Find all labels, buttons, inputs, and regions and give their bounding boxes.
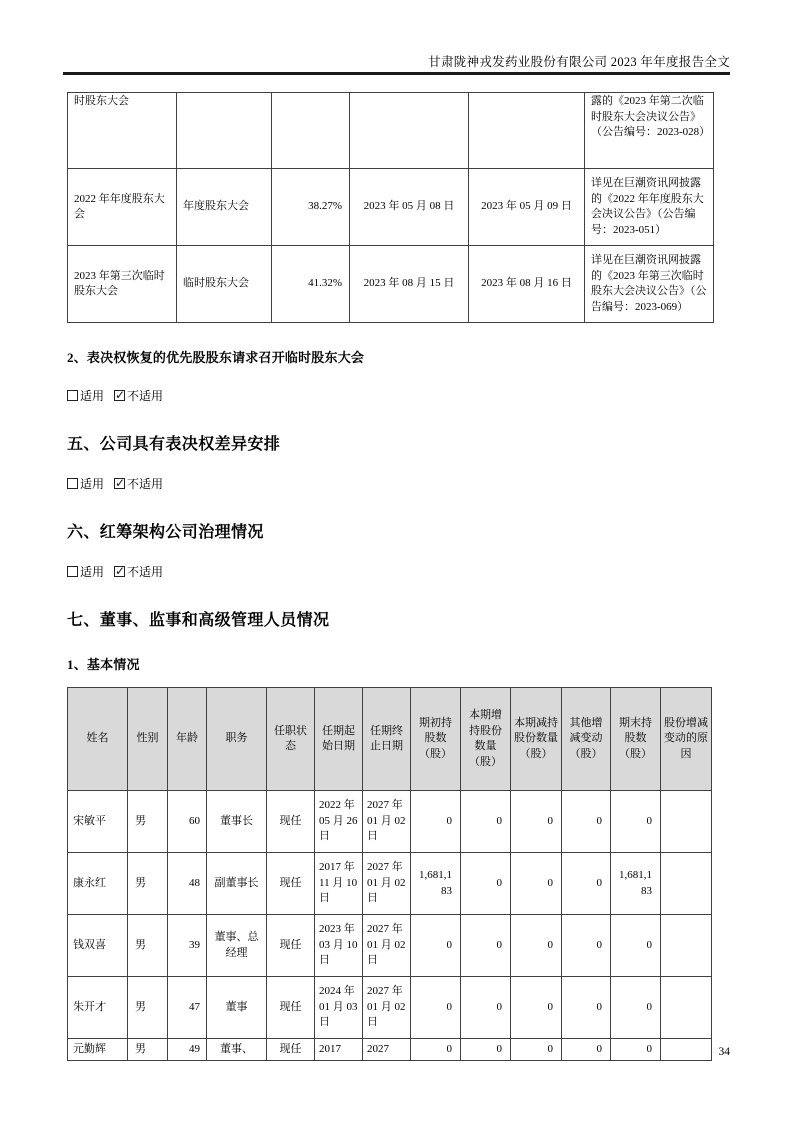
header-cell: 期初持股数（股）	[411, 688, 461, 791]
personnel-row	[68, 977, 712, 1039]
not-applicable-label: 不适用	[127, 565, 164, 579]
position-cell: 董事、	[207, 1039, 267, 1061]
header-cell: 其他增减变动（股）	[562, 688, 611, 791]
shares-other-cell: 0	[562, 915, 611, 977]
applicability-line	[67, 387, 713, 404]
status-cell: 现任	[267, 791, 315, 853]
personnel-row	[68, 791, 712, 853]
meeting-type-cell: 临时股东大会	[177, 246, 272, 323]
checkbox-unchecked-icon	[67, 478, 78, 489]
name-cell: 朱开才	[68, 977, 128, 1039]
name-cell: 钱双喜	[68, 915, 128, 977]
checkbox-checked-icon	[114, 566, 125, 577]
section-heading-preferred-shares: 2、表决权恢复的优先股股东请求召开临时股东大会	[67, 350, 365, 365]
not-applicable-label: 不适用	[127, 389, 164, 403]
header-cell: 年龄	[168, 688, 207, 791]
shares-other-cell: 0	[562, 853, 611, 915]
position-cell: 董事、总经理	[207, 915, 267, 977]
shares-increase-cell: 0	[461, 915, 511, 977]
section-heading-directors: 七、董事、监事和高级管理人员情况	[67, 612, 330, 629]
header-cell: 股份增减变动的原因	[661, 688, 712, 791]
age-cell: 60	[168, 791, 207, 853]
gender-cell: 男	[128, 1039, 168, 1061]
header-rule	[63, 72, 730, 75]
meeting-date-cell: 2023 年 08 月 15 日	[350, 246, 469, 323]
meeting-type-cell	[177, 93, 272, 169]
shares-begin-cell: 0	[411, 915, 461, 977]
shares-begin-cell: 0	[411, 977, 461, 1039]
shares-increase-cell: 0	[461, 791, 511, 853]
disclosure-index-cell: 露的《2023 年第二次临时股东大会决议公告》（公告编号：2023-028）	[585, 93, 714, 169]
header-cell: 任职状态	[267, 688, 315, 791]
position-cell: 董事	[207, 977, 267, 1039]
checkbox-checked-icon	[114, 390, 125, 401]
change-reason-cell	[661, 915, 712, 977]
status-cell: 现任	[267, 915, 315, 977]
table-row	[68, 93, 714, 169]
meeting-type-cell: 年度股东大会	[177, 169, 272, 246]
name-cell: 元勤辉	[68, 1039, 128, 1061]
header-cell: 姓名	[68, 688, 128, 791]
age-cell: 49	[168, 1039, 207, 1061]
report-header-title: 甘肃陇神戎发药业股份有限公司 2023 年年度报告全文	[428, 55, 730, 69]
meeting-date-cell	[350, 93, 469, 169]
position-cell: 董事长	[207, 791, 267, 853]
name-cell: 宋敏平	[68, 791, 128, 853]
shares-other-cell: 0	[562, 791, 611, 853]
header-cell: 期末持股数（股）	[611, 688, 661, 791]
shares-other-cell: 0	[562, 1039, 611, 1061]
age-cell: 47	[168, 977, 207, 1039]
table-row	[68, 169, 714, 246]
gender-cell: 男	[128, 915, 168, 977]
name-cell: 康永红	[68, 853, 128, 915]
page-content	[67, 92, 713, 1061]
personnel-header-row	[68, 688, 712, 791]
age-cell: 39	[168, 915, 207, 977]
shares-begin-cell: 0	[411, 791, 461, 853]
checkbox-unchecked-icon	[67, 566, 78, 577]
section-heading-red-chip: 六、红筹架构公司治理情况	[67, 524, 264, 541]
age-cell: 48	[168, 853, 207, 915]
shares-increase-cell: 0	[461, 853, 511, 915]
shares-decrease-cell: 0	[511, 915, 562, 977]
gender-cell: 男	[128, 977, 168, 1039]
shares-end-cell: 0	[611, 791, 661, 853]
applicable-label: 适用	[80, 389, 105, 403]
table-row	[68, 246, 714, 323]
personnel-row	[68, 915, 712, 977]
meeting-date-cell: 2023 年 05 月 08 日	[350, 169, 469, 246]
shares-begin-cell: 0	[411, 1039, 461, 1061]
applicability-line	[67, 563, 713, 580]
participation-ratio-cell: 38.27%	[272, 169, 350, 246]
disclosure-index-cell: 详见在巨潮资讯网披露的《2022 年年度股东大会决议公告》（公告编号：2023-051）	[585, 169, 714, 246]
term-end-cell: 2027 年 01 月 02 日	[363, 791, 411, 853]
term-start-cell: 2022 年 05 月 26 日	[315, 791, 363, 853]
participation-ratio-cell	[272, 93, 350, 169]
term-start-cell: 2024 年 01 月 03 日	[315, 977, 363, 1039]
position-cell: 副董事长	[207, 853, 267, 915]
personnel-table	[67, 687, 712, 1061]
meeting-name-cell: 2022 年年度股东大会	[68, 169, 177, 246]
shareholder-meetings-table	[67, 92, 714, 323]
shares-end-cell: 0	[611, 915, 661, 977]
shares-end-cell: 0	[611, 977, 661, 1039]
subsection-heading-basic-info: 1、基本情况	[67, 657, 140, 672]
change-reason-cell	[661, 977, 712, 1039]
shares-decrease-cell: 0	[511, 1039, 562, 1061]
not-applicable-label: 不适用	[127, 477, 164, 491]
shares-increase-cell: 0	[461, 1039, 511, 1061]
shares-increase-cell: 0	[461, 977, 511, 1039]
change-reason-cell	[661, 853, 712, 915]
status-cell: 现任	[267, 853, 315, 915]
applicable-label: 适用	[80, 477, 105, 491]
term-start-cell: 2023 年 03 月 10 日	[315, 915, 363, 977]
participation-ratio-cell: 41.32%	[272, 246, 350, 323]
term-end-cell: 2027 年 01 月 02 日	[363, 977, 411, 1039]
disclosure-date-cell: 2023 年 05 月 09 日	[469, 169, 585, 246]
header-cell: 职务	[207, 688, 267, 791]
header-cell: 任期起始日期	[315, 688, 363, 791]
header-cell: 性别	[128, 688, 168, 791]
disclosure-index-cell: 详见在巨潮资讯网披露的《2023 年第三次临时股东大会决议公告》（公告编号：2023-069）	[585, 246, 714, 323]
status-cell: 现任	[267, 977, 315, 1039]
header-cell: 任期终止日期	[363, 688, 411, 791]
term-end-cell: 2027	[363, 1039, 411, 1061]
change-reason-cell	[661, 791, 712, 853]
applicability-line	[67, 475, 713, 492]
personnel-row	[68, 1039, 712, 1061]
gender-cell: 男	[128, 853, 168, 915]
gender-cell: 男	[128, 791, 168, 853]
shares-other-cell: 0	[562, 977, 611, 1039]
shares-end-cell: 1,681,183	[611, 853, 661, 915]
shares-decrease-cell: 0	[511, 853, 562, 915]
applicable-label: 适用	[80, 565, 105, 579]
personnel-row	[68, 853, 712, 915]
shares-decrease-cell: 0	[511, 977, 562, 1039]
meeting-name-cell: 2023 年第三次临时股东大会	[68, 246, 177, 323]
term-end-cell: 2027 年 01 月 02 日	[363, 915, 411, 977]
checkbox-unchecked-icon	[67, 390, 78, 401]
page-number: 34	[718, 1046, 730, 1058]
change-reason-cell	[661, 1039, 712, 1061]
section-heading-voting-difference: 五、公司具有表决权差异安排	[67, 436, 281, 453]
term-end-cell: 2027 年 01 月 02 日	[363, 853, 411, 915]
status-cell: 现任	[267, 1039, 315, 1061]
term-start-cell: 2017 年 11 月 10 日	[315, 853, 363, 915]
term-start-cell: 2017	[315, 1039, 363, 1061]
disclosure-date-cell: 2023 年 08 月 16 日	[469, 246, 585, 323]
header-cell: 本期增持股份数量（股）	[461, 688, 511, 791]
shares-end-cell: 0	[611, 1039, 661, 1061]
header-cell: 本期减持股份数量（股）	[511, 688, 562, 791]
shares-decrease-cell: 0	[511, 791, 562, 853]
shares-begin-cell: 1,681,183	[411, 853, 461, 915]
meeting-name-cell: 时股东大会	[68, 93, 177, 169]
disclosure-date-cell	[469, 93, 585, 169]
checkbox-checked-icon	[114, 478, 125, 489]
